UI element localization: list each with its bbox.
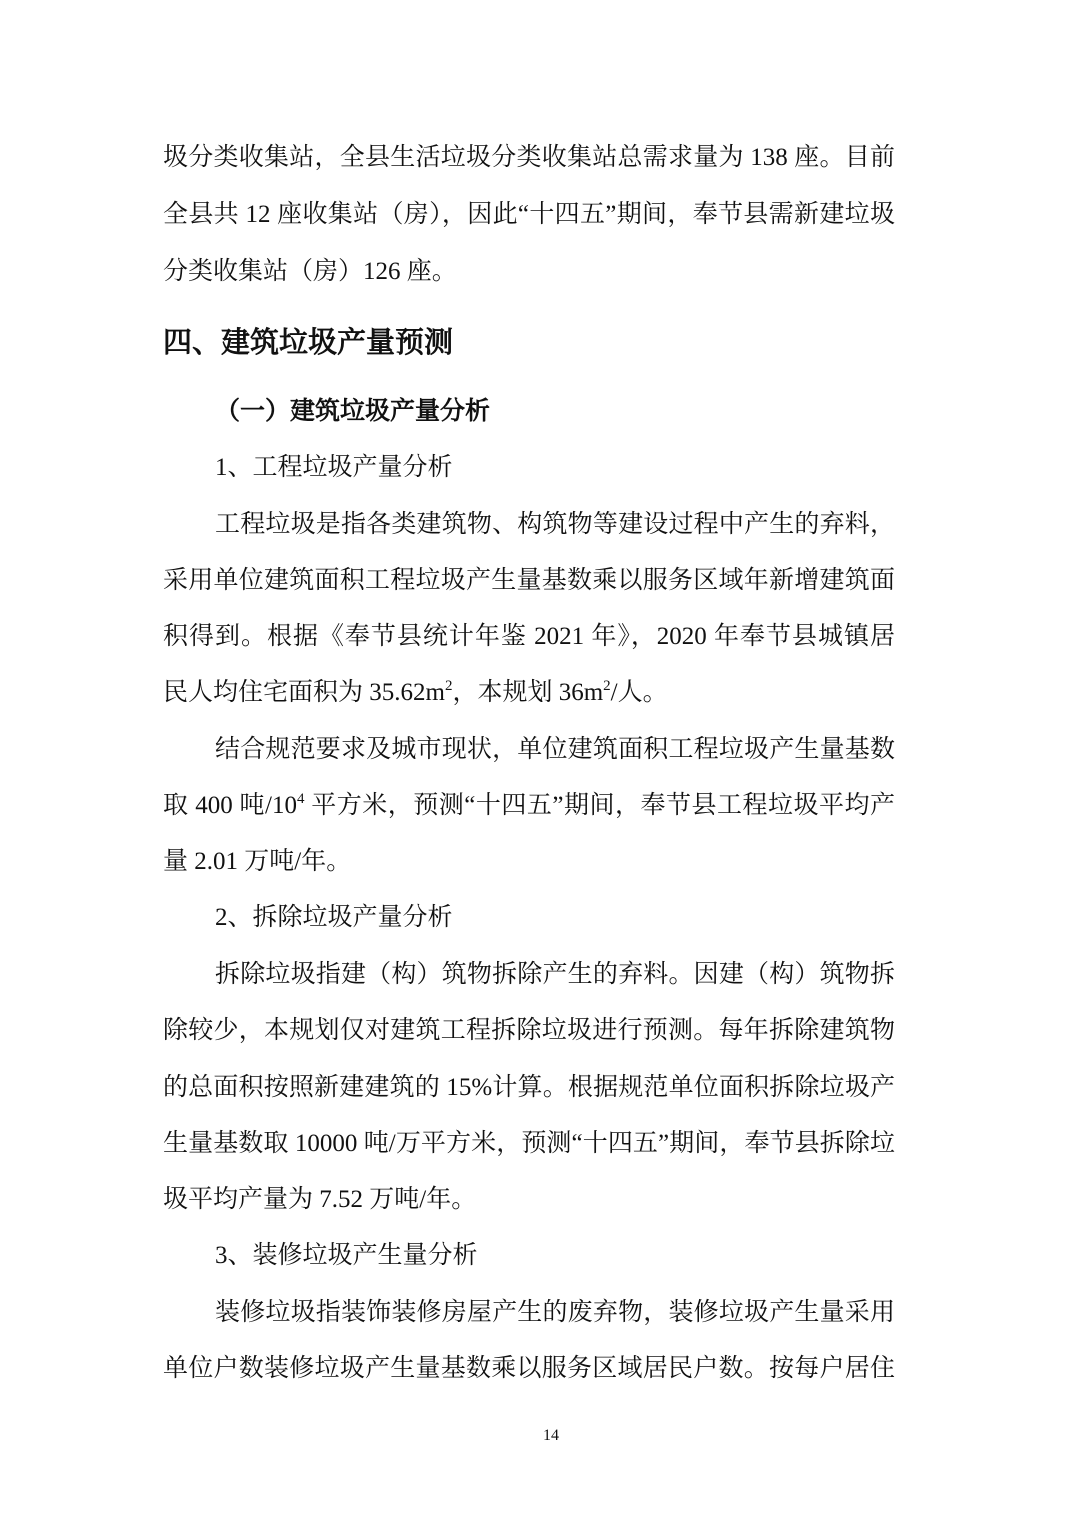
- body-text-line: [163, 676, 668, 710]
- body-text-line: 单位户数装修垃圾产生量基数乘以服务区域居民户数。按每户居住: [163, 1355, 895, 1382]
- body-text-line: 工程垃圾是指各类建筑物、构筑物等建设过程中产生的弃料，: [215, 511, 895, 538]
- body-text-line: 分类收集站（房）126 座。: [163, 258, 457, 285]
- body-text-line: 的总面积按照新建建筑的 15%计算。根据规范单位面积拆除垃圾产: [163, 1074, 895, 1101]
- item-heading-demolition-waste: 2、拆除垃圾产量分析: [215, 904, 453, 931]
- superscript: 2: [603, 678, 611, 694]
- body-text-line: 全县共 12 座收集站（房），因此“十四五”期间，奉节县需新建垃圾: [163, 201, 895, 228]
- item-heading-engineering-waste: 1、工程垃圾产量分析: [215, 454, 453, 481]
- page-number: 14: [543, 1427, 559, 1444]
- body-text-line: [163, 789, 895, 823]
- subsection-heading: （一）建筑垃圾产量分析: [215, 398, 491, 425]
- text-segment: 平方米，预测“十四五”期间，奉节县工程垃圾平均产: [304, 792, 895, 819]
- body-text-line: 量 2.01 万吨/年。: [163, 848, 352, 875]
- superscript: 2: [444, 678, 453, 694]
- body-text-line: 积得到。根据《奉节县统计年鉴 2021 年》，2020 年奉节县城镇居: [163, 623, 895, 650]
- body-text-line: 除较少，本规划仅对建筑工程拆除垃圾进行预测。每年拆除建筑物: [163, 1017, 895, 1044]
- text-segment: /人。: [610, 679, 668, 706]
- body-text-line: 圾分类收集站，全县生活垃圾分类收集站总需求量为 138 座。目前: [163, 144, 895, 171]
- body-text-line: 结合规范要求及城市现状，单位建筑面积工程垃圾产生量基数: [215, 736, 895, 763]
- body-text-line: 圾平均产量为 7.52 万吨/年。: [163, 1186, 477, 1213]
- body-text-line: 拆除垃圾指建（构）筑物拆除产生的弃料。因建（构）筑物拆: [215, 961, 895, 988]
- section-heading: 四、建筑垃圾产量预测: [163, 327, 454, 359]
- body-text-line: 装修垃圾指装饰装修房屋产生的废弃物，装修垃圾产生量采用: [215, 1299, 895, 1326]
- body-text-line: 采用单位建筑面积工程垃圾产生量基数乘以服务区域年新增建筑面: [163, 567, 895, 594]
- body-text-line: 生量基数取 10000 吨/万平方米，预测“十四五”期间，奉节县拆除垃: [163, 1130, 895, 1157]
- text-segment: 取 400 吨/10: [163, 792, 297, 819]
- text-segment: 民人均住宅面积为 35.62m: [163, 679, 445, 706]
- superscript: 4: [296, 791, 305, 807]
- item-heading-renovation-waste: 3、装修垃圾产生量分析: [215, 1242, 478, 1269]
- text-segment: ，本规划 36m: [452, 679, 604, 706]
